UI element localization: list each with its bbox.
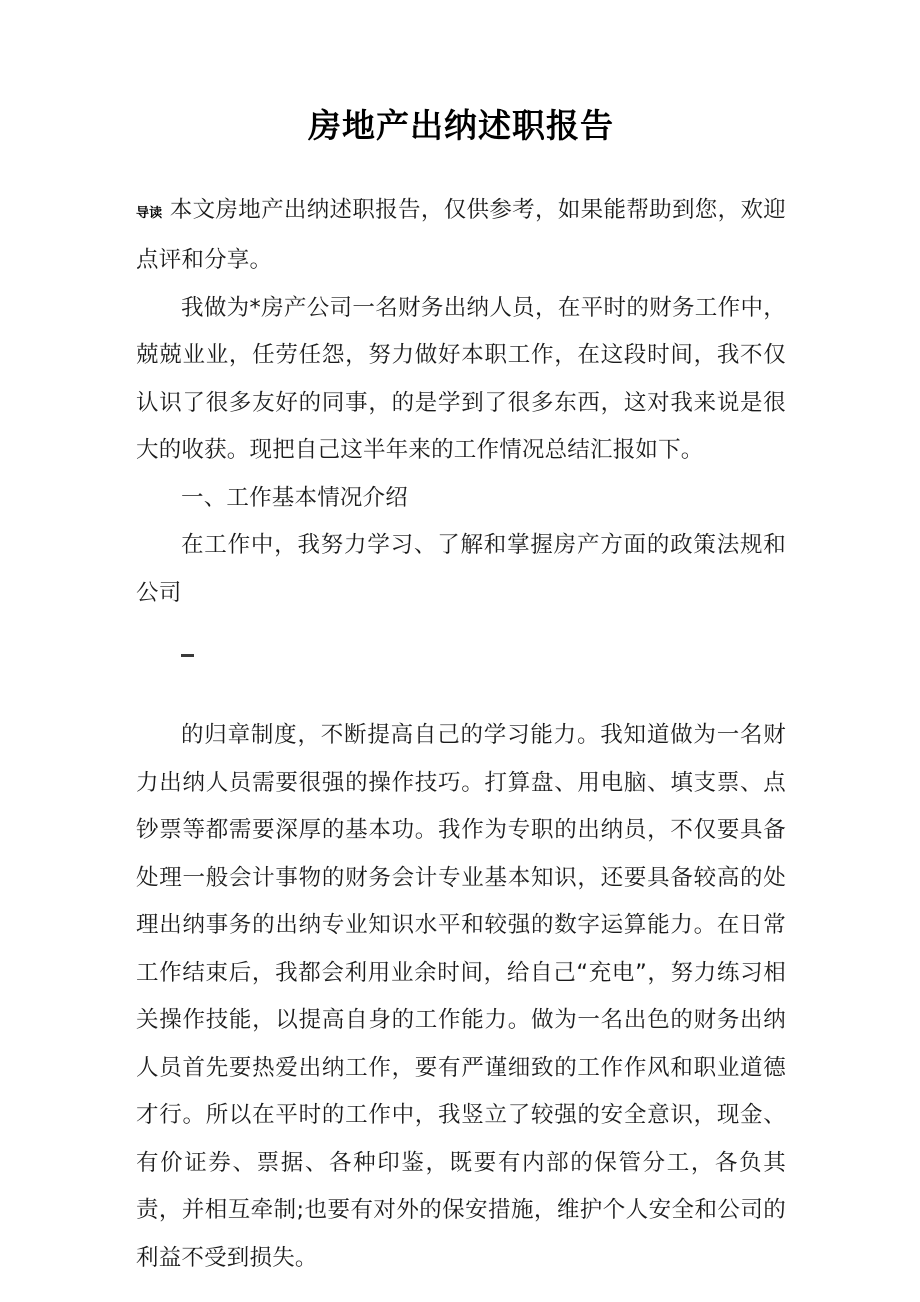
title-spacer	[136, 146, 786, 187]
bottom-spacer	[136, 1282, 786, 1302]
body-paragraph-3: 的归章制度，不断提高自己的学习能力。我知道做为一名财力出纳人员需要很强的操作技巧。打算盘、用电脑、填支票、点钞票等都需要深厚的基本功。我作为专职的出纳员，不仅要具备处理一般会计事物的财务会计专业基本知识，还要具备较高的处理出纳事务的出纳专业知识水平和较强的数字运算能力。在日常工作结束后，我都会利用业余时间，给自己“充电”，努力练习相关操作技能，以提高自身的工作能力。做为一名出色的财务出纳人员首先要热爱出纳工作，要有严谨细致的工作作风和职业道德才行。所以在平时的工作中，我竖立了较强的安全意识，现金、有价证券、票据、各种印鉴，既要有内部的保管分工，各负其责，并相互牵制;也要有对外的保安措施，维护个人安全和公司的利益不受到损失。	[136, 722, 786, 1271]
section-heading-1: 一、工作基本情况介绍	[181, 484, 409, 511]
body-paragraph-1: 我做为*房产公司一名财务出纳人员，在平时的财务工作中，兢兢业业，任劳任怨，努力做好本职工作，在这段时间，我不仅认识了很多友好的同事，的是学到了很多东西，这对我来说是很大的收获。现把自己这半年来的工作情况总结汇报如下。	[136, 294, 786, 464]
page-title: 房地产出纳述职报告	[308, 106, 614, 145]
stray-dash-artifact	[181, 654, 194, 657]
page-break-gap	[136, 617, 786, 712]
lead-paragraph-text: 本文房地产出纳述职报告，仅供参考，如果能帮助到您，欢迎 点评和分享。	[136, 196, 786, 274]
document-content	[136, 0, 786, 1302]
body-paragraph-2: 在工作中，我努力学习、了解和掌握房产方面的政策法规和公司	[136, 532, 786, 606]
lead-label: 导读	[136, 205, 163, 221]
lead-paragraph	[136, 187, 786, 285]
